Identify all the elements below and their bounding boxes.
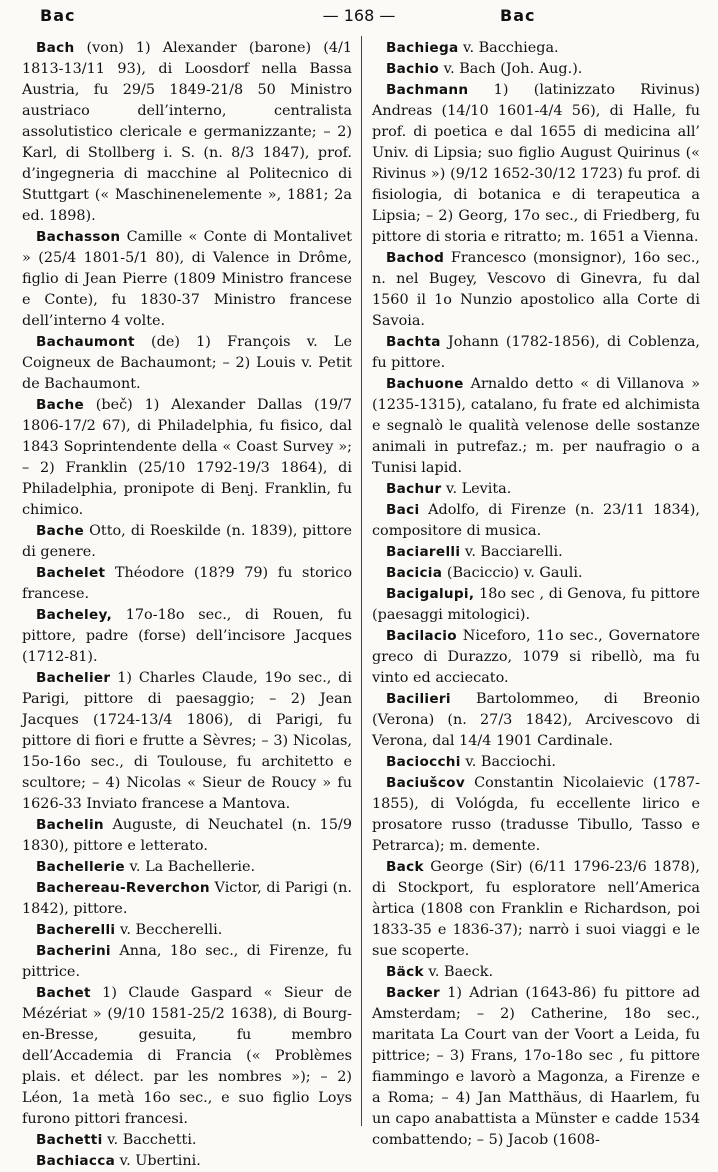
entry-body: v. Bach (Joh. Aug.).	[439, 61, 583, 77]
entry-body: (beč) 1) Alexander Dallas (19/7 1806-17/2 67), di Philadelphia, fu fisico, dal 1843 Soprintendente della « Coast Survey »; – 2) Franklin (25/10 1792-19/3 1864), di Philadelphia, pronipote di Benj. Franklin, fu chimico.	[22, 397, 352, 518]
entry-headword: Baciušcov	[386, 775, 465, 791]
entry-body: v. Beccherelli.	[115, 922, 223, 938]
dictionary-entry	[22, 983, 352, 1130]
entry-headword: Baci	[386, 502, 420, 518]
dictionary-entry	[372, 38, 700, 59]
entry-headword: Bachiacca	[36, 1153, 116, 1169]
entry-body: v. Baeck.	[423, 964, 494, 980]
dictionary-entry	[372, 773, 700, 857]
dictionary-entry	[372, 500, 700, 542]
left-column	[22, 38, 352, 1172]
dictionary-entry	[22, 1130, 352, 1151]
entry-body: Auguste, di Neuchatel (n. 15/9 1830), pittore e letterato.	[22, 817, 352, 854]
dictionary-entry	[22, 521, 352, 563]
entry-body: 18o sec , di Genova, fu pittore (paesaggi mitologici).	[372, 586, 700, 623]
dictionary-entry	[372, 962, 700, 983]
dictionary-entry	[372, 479, 700, 500]
dictionary-entry	[22, 857, 352, 878]
entry-headword: Bache	[36, 523, 84, 539]
entry-body: Victor, di Parigi (n. 1842), pittore.	[22, 880, 352, 917]
entry-body: Adolfo, di Firenze (n. 23/11 1834), compositore di musica.	[372, 502, 700, 539]
dictionary-entry	[372, 857, 700, 962]
dictionary-entry	[22, 227, 352, 332]
entry-body: v. Bacchiega.	[458, 40, 559, 56]
entry-headword: Bachta	[386, 334, 441, 350]
entry-headword: Bachaumont	[36, 334, 135, 350]
entry-body: Niceforo, 11o sec., Governatore greco di Durazzo, 1079 si ribellò, ma fu vinto ed acciecato.	[372, 628, 700, 686]
entry-body: 1) Adrian (1643-86) fu pittore ad Amsterdam; – 2) Catherine, 18o sec., maritata La Court van der Voort a Leida, fu pittrice; – 3) Frans, 17o-18o sec , fu pittore fiammingo e lavorò a Magonza, a Firenze e a Roma; – 4) Jan Matthäus, di Haarlem, fu un capo anabattista a Münster e cadde 1534 combattendo; – 5) Jacob (1608-	[372, 985, 700, 1148]
entry-headword: Bacilacio	[386, 628, 457, 644]
entry-body: Otto, di Roeskilde (n. 1839), pittore di genere.	[22, 523, 352, 560]
dictionary-entry	[372, 626, 700, 689]
running-head-left: Bac	[40, 6, 76, 25]
entry-body: v. Bacchetti.	[102, 1132, 197, 1148]
entry-headword: Bacicia	[386, 565, 443, 581]
dictionary-entry	[372, 584, 700, 626]
entry-headword: Bache	[36, 397, 84, 413]
entry-headword: Bachasson	[36, 229, 121, 245]
dictionary-entry	[372, 542, 700, 563]
dictionary-entry	[22, 941, 352, 983]
dictionary-entry	[372, 689, 700, 752]
entry-body: Bartolommeo, di Breonio (Verona) (n. 27/3 1842), Arcivescovo di Verona, dal 14/4 1901 Cardinale.	[372, 691, 700, 749]
entry-headword: Bachellerie	[36, 859, 125, 875]
dictionary-entry	[22, 1151, 352, 1172]
entry-headword: Baciocchi	[386, 754, 461, 770]
dictionary-entry	[22, 563, 352, 605]
entry-body: Francesco (monsignor), 16o sec., n. nel Bugey, Vescovo di Ginevra, fu dal 1560 il 1o Nunzio apostolico alla Corte di Savoia.	[372, 250, 700, 329]
dictionary-entry	[22, 38, 352, 227]
entry-headword: Bachuone	[386, 376, 464, 392]
entry-body: 17o-18o sec., di Rouen, fu pittore, padre (forse) dell’incisore Jacques (1712-81).	[22, 607, 352, 665]
dictionary-entry	[22, 395, 352, 521]
entry-headword: Bachiega	[386, 40, 459, 56]
entry-headword: Bachod	[386, 250, 445, 266]
entry-body: Camille « Conte di Montalivet » (25/4 1801-5/1 80), di Valence in Drôme, figlio di Jean Pierre (1809 Ministro francese e Conte), fu 1830-37 Ministro francese dell’interno 4 volte.	[22, 229, 352, 329]
dictionary-entry	[22, 605, 352, 668]
entry-headword: Bachetti	[36, 1132, 103, 1148]
entry-body: George (Sir) (6/11 1796-23/6 1878), di Stockport, fu esploratore nell’America àrtica (1808 con Franklin e Richardson, poi 1833-35 e 1836-37); narrò i suoi viaggi e le sue scoperte.	[372, 859, 700, 959]
dictionary-entry	[372, 332, 700, 374]
entry-headword: Bachelet	[36, 565, 106, 581]
page-number: — 168 —	[322, 6, 396, 25]
entry-body: v. La Bachellerie.	[124, 859, 256, 875]
entry-headword: Bachet	[36, 985, 91, 1001]
column-divider	[361, 36, 362, 1126]
entry-headword: Bacheley,	[36, 607, 113, 623]
entry-body: 1) Charles Claude, 19o sec., di Parigi, pittore di paesaggio; – 2) Jean Jacques (1724-13/4 1806), di Parigi, fu pittore di fiori e frutte a Sèvres; – 3) Nicolas, 15o-16o sec., di Toulouse, fu architetto e scultore; – 4) Nicolas « Sieur de Roucy » fu 1626-33 Inviato francese a Mantova.	[22, 670, 352, 812]
dictionary-entry	[372, 248, 700, 332]
entry-body: v. Levita.	[441, 481, 512, 497]
entry-headword: Bachelin	[36, 817, 104, 833]
entry-headword: Bachereau-Reverchon	[36, 880, 210, 896]
dictionary-entry	[372, 752, 700, 773]
entry-body: (von) 1) Alexander (barone) (4/1 1813-13/11 93), di Loosdorf nella Bassa Austria, fu 29/5 1849-21/8 50 Ministro austriaco dell’interno, centralista assolutistico clericale e germanizzante; – 2) Karl, di Stollberg i. S. (n. 8/3 1847), prof. d’ingegneria di macchine al Politecnico di Stuttgart (« Maschinenelemente », 1881; 2a ed. 1898).	[22, 40, 352, 224]
entry-headword: Backer	[386, 985, 440, 1001]
entry-headword: Bacigalupi,	[386, 586, 475, 602]
entry-body: v. Bacciochi.	[460, 754, 556, 770]
running-head-right: Bac	[500, 6, 536, 25]
entry-body: 1) (latinizzato Rivinus) Andreas (14/10 1601-4/4 56), di Halle, fu prof. di poetica e dal 1655 di medicina all’ Univ. di Lipsia; suo figlio August Quirinus (« Rivinus ») (9/12 1652-30/12 1723) fu prof. di fisiologia, di botanica e di terapeutica a Lipsia; – 2) Georg, 17o sec., di Friedberg, fu pittore di storia e ritratto; m. 1651 a Vienna.	[372, 82, 700, 245]
entry-body: Arnaldo detto « di Villanova » (1235-1315), catalano, fu frate ed alchimista e segnalò le qualità velenose delle sostanze animali in putrefaz.; m. per naufragio o a Tunisi lapid.	[372, 376, 700, 476]
entry-headword: Bachmann	[386, 82, 469, 98]
entry-headword: Bach	[36, 40, 75, 56]
dictionary-entry	[372, 374, 700, 479]
dictionary-entry	[22, 668, 352, 815]
entry-body: (Baciccio) v. Gauli.	[442, 565, 583, 581]
dictionary-entry	[372, 59, 700, 80]
entry-headword: Bacherini	[36, 943, 111, 959]
entry-headword: Bachelier	[36, 670, 111, 686]
entry-body: Johann (1782-1856), di Coblenza, fu pittore.	[372, 334, 700, 371]
entry-body: 1) Claude Gaspard « Sieur de Mézériat » (9/10 1581-25/2 1638), di Bourg-en-Bresse, gesuita, fu membro dell’Accademia di Francia (« Problèmes plais. et délect. par les nombres »); – 2) Léon, 1a metà 16o sec., e suo figlio Loys furono pittori francesi.	[22, 985, 352, 1127]
dictionary-entry	[372, 80, 700, 248]
entry-body: v. Bacciarelli.	[460, 544, 563, 560]
entry-body: v. Ubertini.	[115, 1153, 201, 1169]
entry-headword: Bacilieri	[386, 691, 451, 707]
dictionary-entry	[372, 563, 700, 584]
page-header	[0, 0, 718, 30]
entry-body: Anna, 18o sec., di Firenze, fu pittrice.	[22, 943, 352, 980]
entry-body: (de) 1) François v. Le Coigneux de Bachaumont; – 2) Louis v. Petit de Bachaumont.	[22, 334, 352, 392]
dictionary-entry	[22, 332, 352, 395]
dictionary-entry	[22, 878, 352, 920]
entry-body: Théodore (18?9 79) fu storico francese.	[22, 565, 352, 602]
entry-headword: Back	[386, 859, 424, 875]
dictionary-entry	[22, 920, 352, 941]
entry-headword: Bachio	[386, 61, 440, 77]
entry-headword: Baciarelli	[386, 544, 461, 560]
entry-body: Constantin Nicolaievic (1787-1855), di Vológda, fu eccellente lirico e prosatore russo (tradusse Tibullo, Tasso e Petrarca); m. demente.	[372, 775, 700, 854]
entry-headword: Bachur	[386, 481, 442, 497]
dictionary-entry	[372, 983, 700, 1151]
dictionary-entry	[22, 815, 352, 857]
entry-headword: Bacherelli	[36, 922, 116, 938]
entry-headword: Bäck	[386, 964, 424, 980]
right-column	[372, 38, 700, 1151]
